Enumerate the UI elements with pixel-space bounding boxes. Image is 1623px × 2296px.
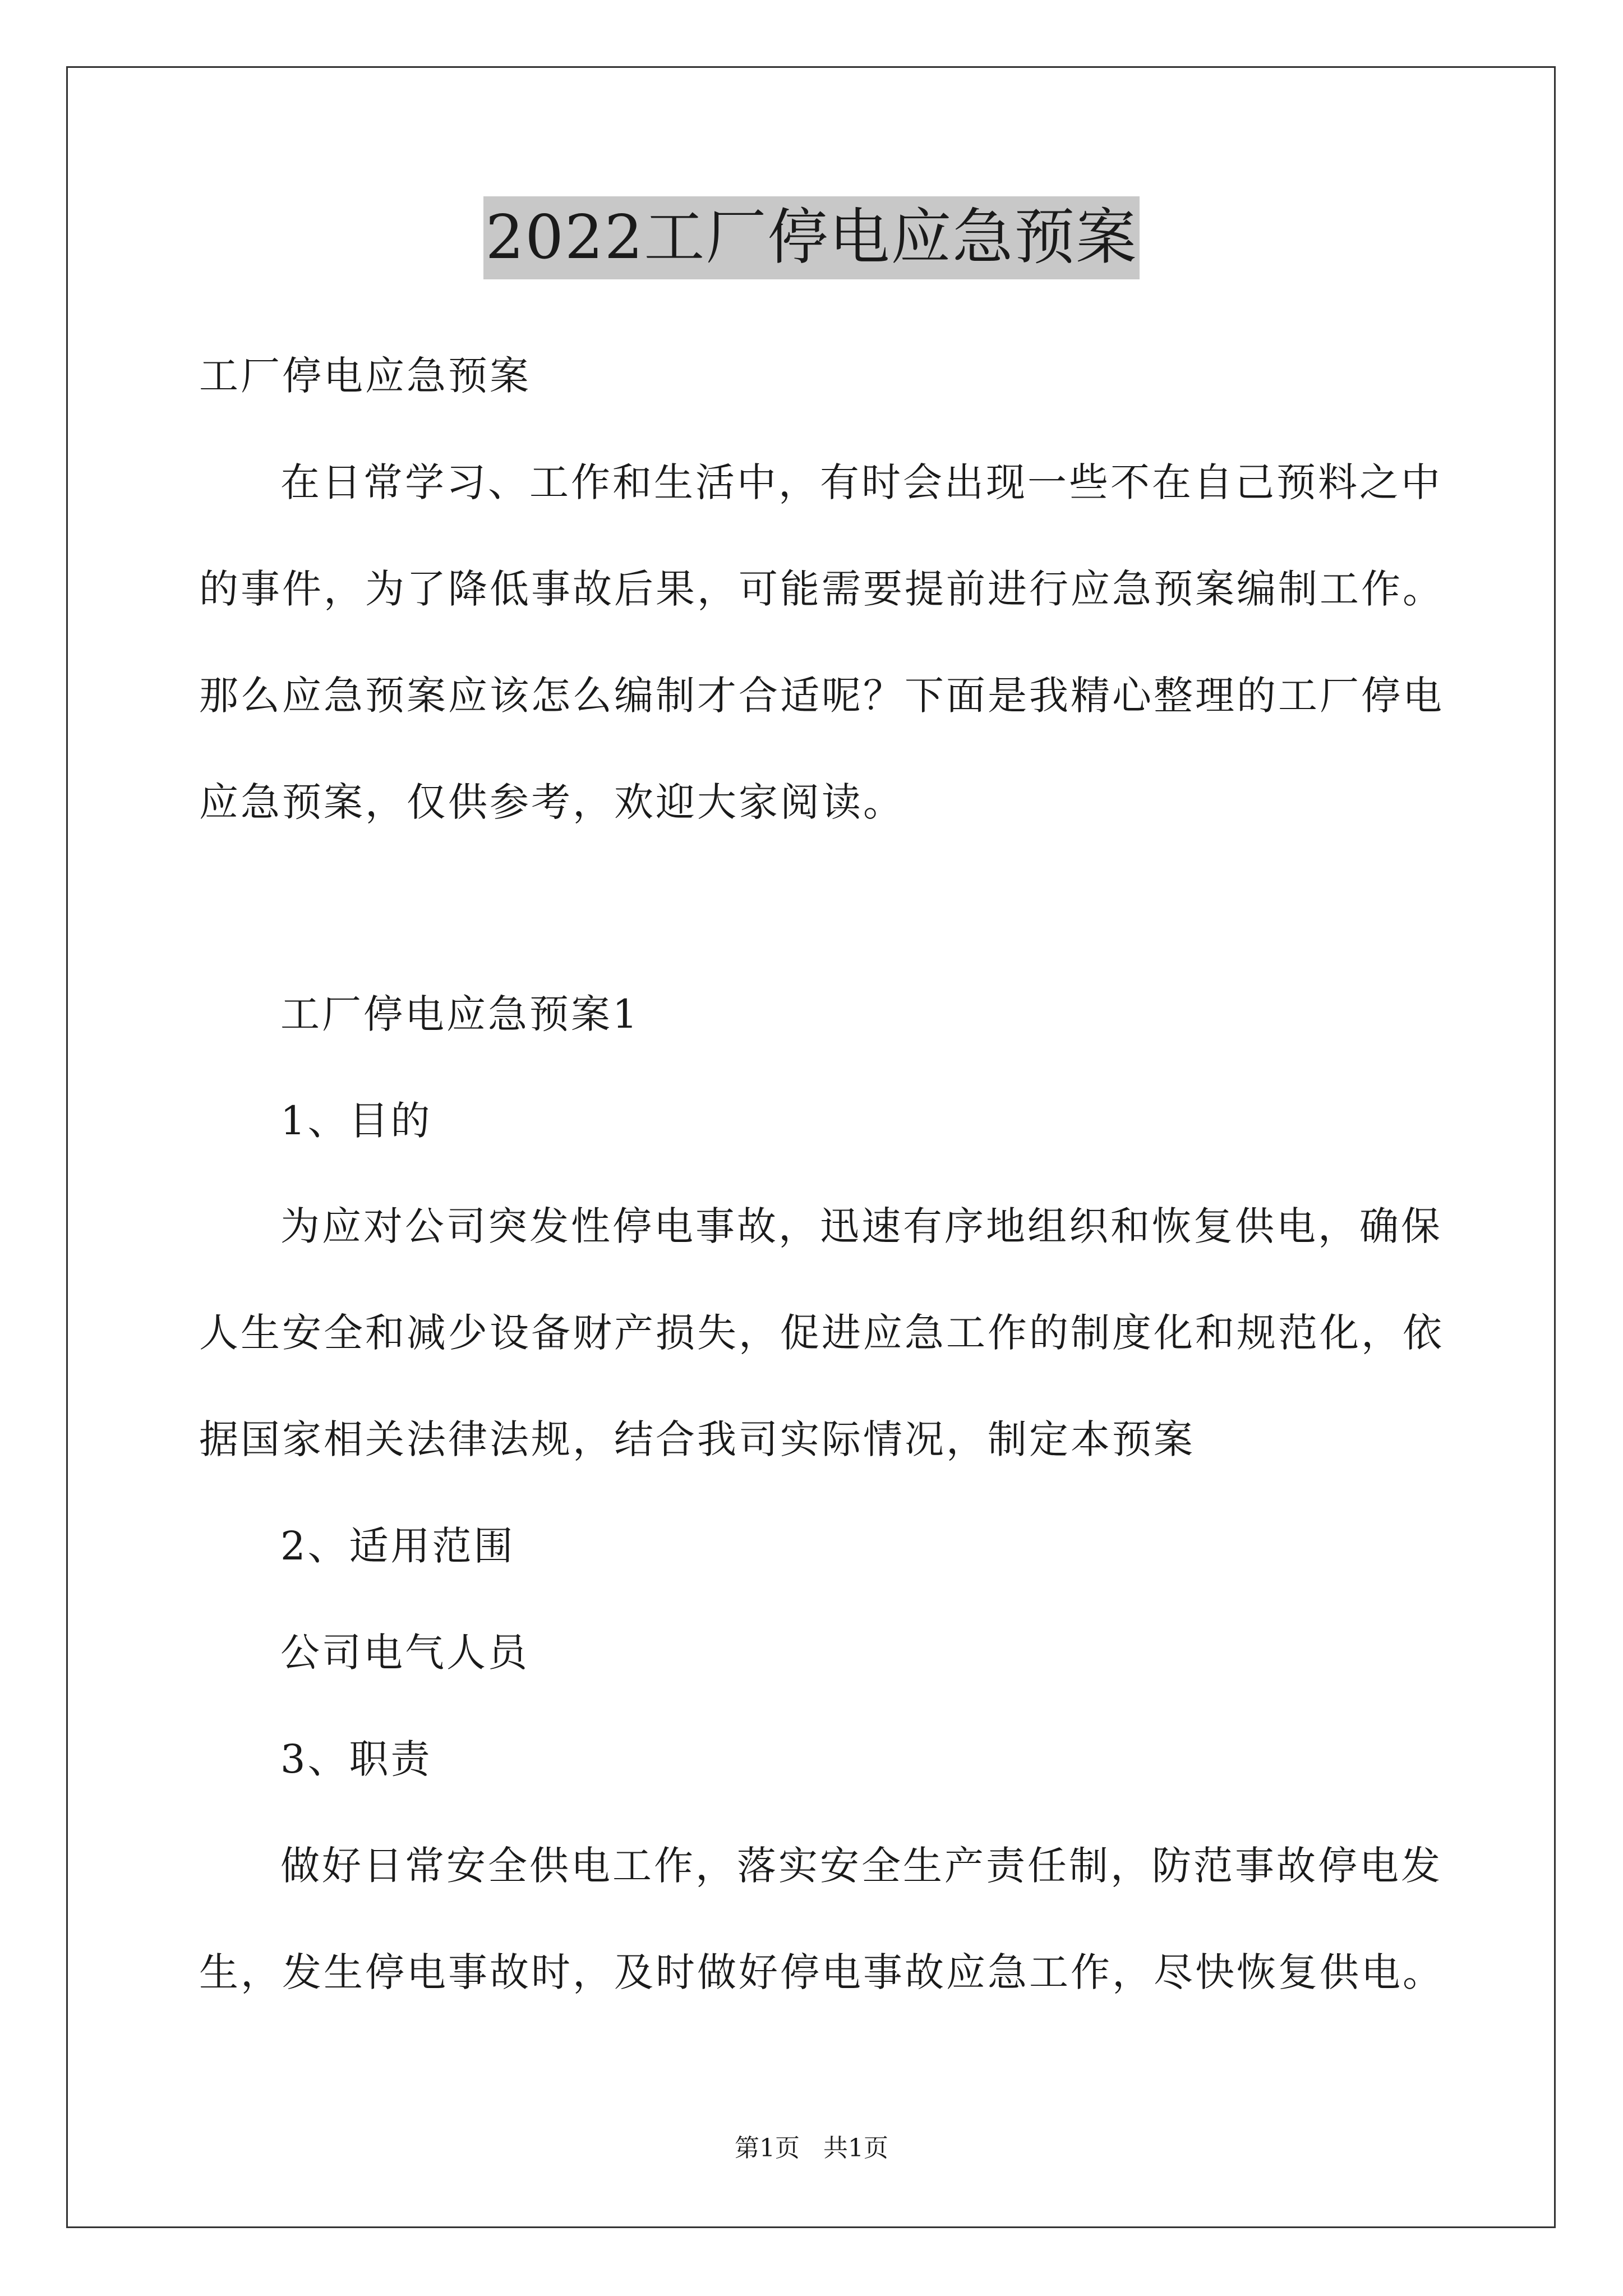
item1-line-3: 据国家相关法律法规，结合我司实际情况，制定本预案 — [199, 1416, 1195, 1462]
page-footer: 第1页 共1页 — [735, 2134, 888, 2162]
document-title: 2022工厂停电应急预案 — [483, 196, 1140, 279]
item1-line-2: 人生安全和减少设备财产损失，促进应急工作的制度化和规范化，依 — [199, 1310, 1444, 1356]
item2-body: 公司电气人员 — [280, 1630, 529, 1676]
intro-line-4: 应急预案，仅供参考，欢迎大家阅读。 — [199, 779, 905, 825]
intro-line-3: 那么应急预案应该怎么编制才合适呢？下面是我精心整理的工厂停电 — [199, 673, 1444, 719]
item2-heading: 2、适用范围 — [280, 1523, 515, 1569]
item1-heading: 1、目的 — [280, 1098, 432, 1144]
intro-line-1: 在日常学习、工作和生活中，有时会出现一些不在自己预料之中 — [280, 459, 1442, 505]
item3-line-1: 做好日常安全供电工作，落实安全生产责任制，防范事故停电发 — [280, 1843, 1442, 1889]
intro-line-2: 的事件，为了降低事故后果，可能需要提前进行应急预案编制工作。 — [199, 566, 1444, 612]
item1-line-1: 为应对公司突发性停电事故，迅速有序地组织和恢复供电，确保 — [280, 1203, 1442, 1249]
subtitle: 工厂停电应急预案 — [199, 353, 531, 399]
item3-heading: 3、职责 — [280, 1736, 432, 1782]
section-heading: 工厂停电应急预案1 — [280, 991, 640, 1037]
title-container — [0, 196, 1623, 279]
item3-line-2: 生，发生停电事故时，及时做好停电事故应急工作，尽快恢复供电。 — [199, 1949, 1444, 1995]
